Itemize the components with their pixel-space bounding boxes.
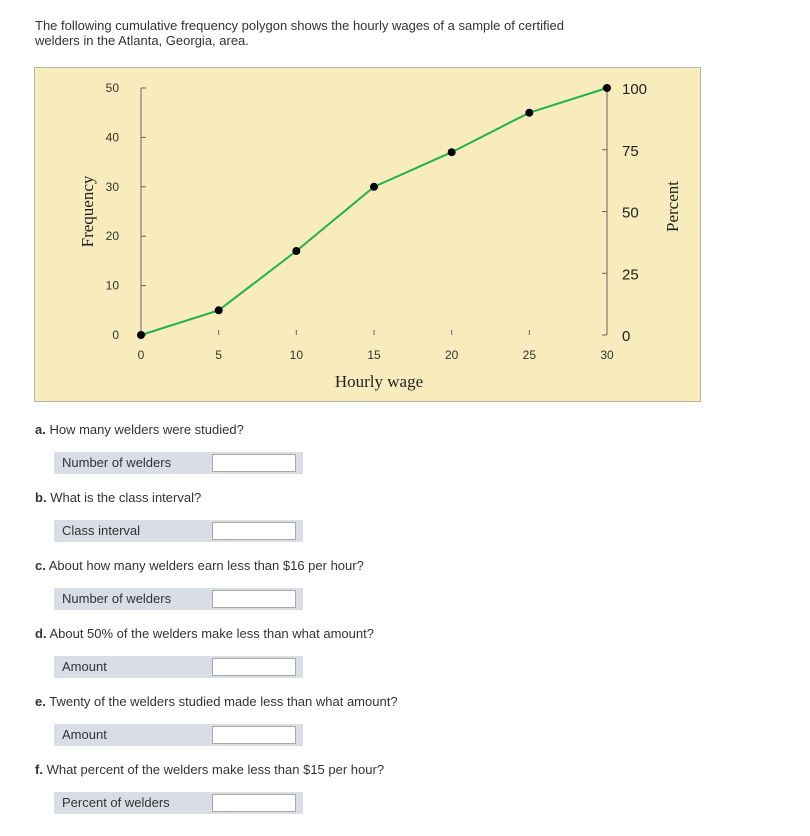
data-point xyxy=(448,148,456,156)
problem-intro xyxy=(35,18,595,48)
answer-input-c[interactable] xyxy=(212,590,296,608)
question-text: About how many welders earn less than $16 per hour? xyxy=(48,558,364,573)
y-tick-label: 30 xyxy=(105,179,119,194)
question-e xyxy=(35,694,398,709)
answer-label: Amount xyxy=(62,659,107,674)
series-line xyxy=(141,88,607,335)
data-point xyxy=(370,183,378,191)
question-letter: e. xyxy=(35,694,46,709)
y-tick-label: 0 xyxy=(112,328,119,342)
data-point xyxy=(525,109,533,117)
y2-axis-title: Percent xyxy=(663,181,682,232)
answer-row-a xyxy=(54,452,303,474)
answer-row-d xyxy=(54,656,303,678)
x-tick-label: 5 xyxy=(215,348,223,362)
x-tick-label: 0 xyxy=(137,348,145,362)
x-tick-label: 20 xyxy=(444,348,459,362)
answer-row-b xyxy=(54,520,303,542)
y-axis-title: Frequency xyxy=(78,175,97,248)
y2-tick-label: 75 xyxy=(622,142,639,160)
question-b xyxy=(35,490,201,505)
question-text: What percent of the welders make less than $15 per hour? xyxy=(46,762,385,777)
question-f xyxy=(35,762,384,777)
question-letter: d. xyxy=(35,626,47,641)
cumulative-frequency-chart xyxy=(35,68,702,403)
answer-label: Number of welders xyxy=(62,591,172,606)
chart-panel xyxy=(34,67,701,402)
y2-tick-label: 25 xyxy=(622,266,639,284)
question-text: How many welders were studied? xyxy=(49,422,244,437)
answer-label: Percent of welders xyxy=(62,795,170,810)
question-a xyxy=(35,422,244,437)
answer-row-f xyxy=(54,792,303,814)
x-axis-title: Hourly wage xyxy=(334,372,424,391)
question-c xyxy=(35,558,364,573)
data-point xyxy=(215,306,223,314)
intro-line-1: The following cumulative frequency polygon shows the hourly wages of a sample of certified xyxy=(35,18,564,33)
answer-input-f[interactable] xyxy=(212,794,296,812)
question-text: Twenty of the welders studied made less than what amount? xyxy=(49,694,398,709)
answer-label: Class interval xyxy=(62,523,141,538)
question-letter: c. xyxy=(35,558,46,573)
y-tick-label: 10 xyxy=(105,278,119,293)
answer-input-e[interactable] xyxy=(212,726,296,744)
x-tick-label: 10 xyxy=(289,348,304,362)
x-tick-label: 30 xyxy=(600,348,614,362)
answer-label: Amount xyxy=(62,727,107,742)
y2-tick-label: 50 xyxy=(622,204,639,222)
x-tick-label: 15 xyxy=(367,348,381,362)
answer-row-e xyxy=(54,724,303,746)
intro-line-2: welders in the Atlanta, Georgia, area. xyxy=(35,33,249,48)
data-point xyxy=(603,84,611,92)
question-text: About 50% of the welders make less than what amount? xyxy=(49,626,374,641)
question-d xyxy=(35,626,374,641)
question-text: What is the class interval? xyxy=(50,490,202,505)
question-letter: b. xyxy=(35,490,47,505)
answer-label: Number of welders xyxy=(62,455,172,470)
y-tick-label: 40 xyxy=(105,130,119,145)
question-letter: f. xyxy=(35,762,43,777)
answer-input-d[interactable] xyxy=(212,658,296,676)
data-point xyxy=(137,331,145,339)
y-tick-label: 50 xyxy=(105,81,119,95)
x-tick-label: 25 xyxy=(522,348,537,362)
answer-input-b[interactable] xyxy=(212,522,296,540)
answer-row-c xyxy=(54,588,303,610)
data-point xyxy=(292,247,300,255)
answer-input-a[interactable] xyxy=(212,454,296,472)
y2-tick-label: 0 xyxy=(622,328,631,345)
question-letter: a. xyxy=(35,422,46,437)
y-tick-label: 20 xyxy=(105,229,119,244)
y2-tick-label: 100 xyxy=(622,81,648,98)
